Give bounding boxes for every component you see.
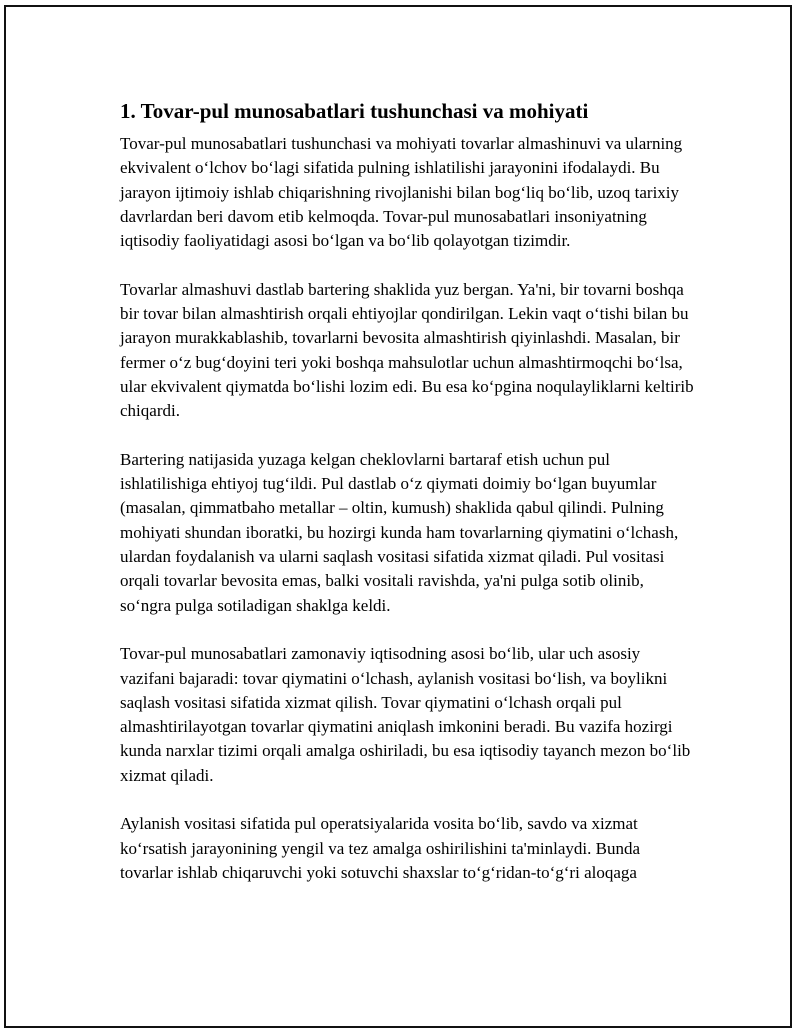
paragraph: Tovarlar almashuvi dastlab bartering shaklida yuz bergan. Ya'ni, bir tovarni boshqa bir tovar bilan almashtirish orqali ehtiyojlar qondirilgan. Lekin vaqt o‘tishi bilan bu jarayon murakkablashib, tovarlarni bevosita almashtirish qiyinlashdi. Masalan, bir fermer o‘z bug‘doyini teri yoki boshqa mahsulotlar uchun almashtirmoqchi bo‘lsa, ular ekvivalent qiymatda bo‘lishi lozim edi. Bu esa ko‘pgina noqulayliklarni keltirib chiqardi. (120, 279, 694, 421)
document-body (120, 98, 696, 910)
paragraph: Aylanish vositasi sifatida pul operatsiyalarida vosita bo‘lib, savdo va xizmat ko‘rsatish jarayonining yengil va tez amalga oshirilishini ta'minlaydi. Bunda tovarlar ishlab chiqaruvchi yoki sotuvchi shaxslar to‘g‘ridan-to‘g‘ri aloqaga (120, 814, 641, 882)
paragraph: Tovar-pul munosabatlari tushunchasi va mohiyati tovarlar almashinuvi va ularning ekvivalent o‘lchov bo‘lagi sifatida pulning ishlatilishi jarayonini ifodalaydi. Bu jarayon ijtimoiy ishlab chiqarishning rivojlanishi bilan bog‘liq bo‘lib, uzoq tarixiy davrlardan beri davom etib kelmoqda. Tovar-pul munosabatlari insoniyatning iqtisodiy faoliyatidagi asosi bo‘lgan va bo‘lib qolayotgan tizimdir. (120, 134, 683, 251)
page-frame (4, 5, 792, 1028)
paragraph: Bartering natijasida yuzaga kelgan cheklovlarni bartaraf etish uchun pul ishlatilishiga ehtiyoj tug‘ildi. Pul dastlab o‘z qiymati doimiy bo‘lgan buyumlar (masalan, qimmatbaho metallar – oltin, kumush) shaklida qabul qilindi. Pulning mohiyati shundan iboratki, bu hozirgi kunda ham tovarlarning qiymatini o‘lchash, ulardan foydalanish va ularni saqlash vositasi sifatida xizmat qiladi. Pul vositasi orqali tovarlar bevosita emas, balki vositali ravishda, ya'ni pulga sotib olinib, so‘ngra pulga sotiladigan shaklga keldi. (120, 449, 679, 615)
section-heading: 1. Tovar-pul munosabatlari tushunchasi va mohiyati (120, 99, 589, 123)
paragraph: Tovar-pul munosabatlari zamonaviy iqtisodning asosi bo‘lib, ular uch asosiy vazifani bajaradi: tovar qiymatini o‘lchash, aylanish vositasi bo‘lish, va boylikni saqlash vositasi sifatida xizmat qilish. Tovar qiymatini o‘lchash orqali pul almashtirilayotgan tovarlar qiymatini aniqlash imkonini beradi. Bu vazifa hozirgi kunda narxlar tizimi orqali amalga oshiriladi, bu esa iqtisodiy tayanch mezon bo‘lib xizmat qiladi. (120, 644, 691, 785)
